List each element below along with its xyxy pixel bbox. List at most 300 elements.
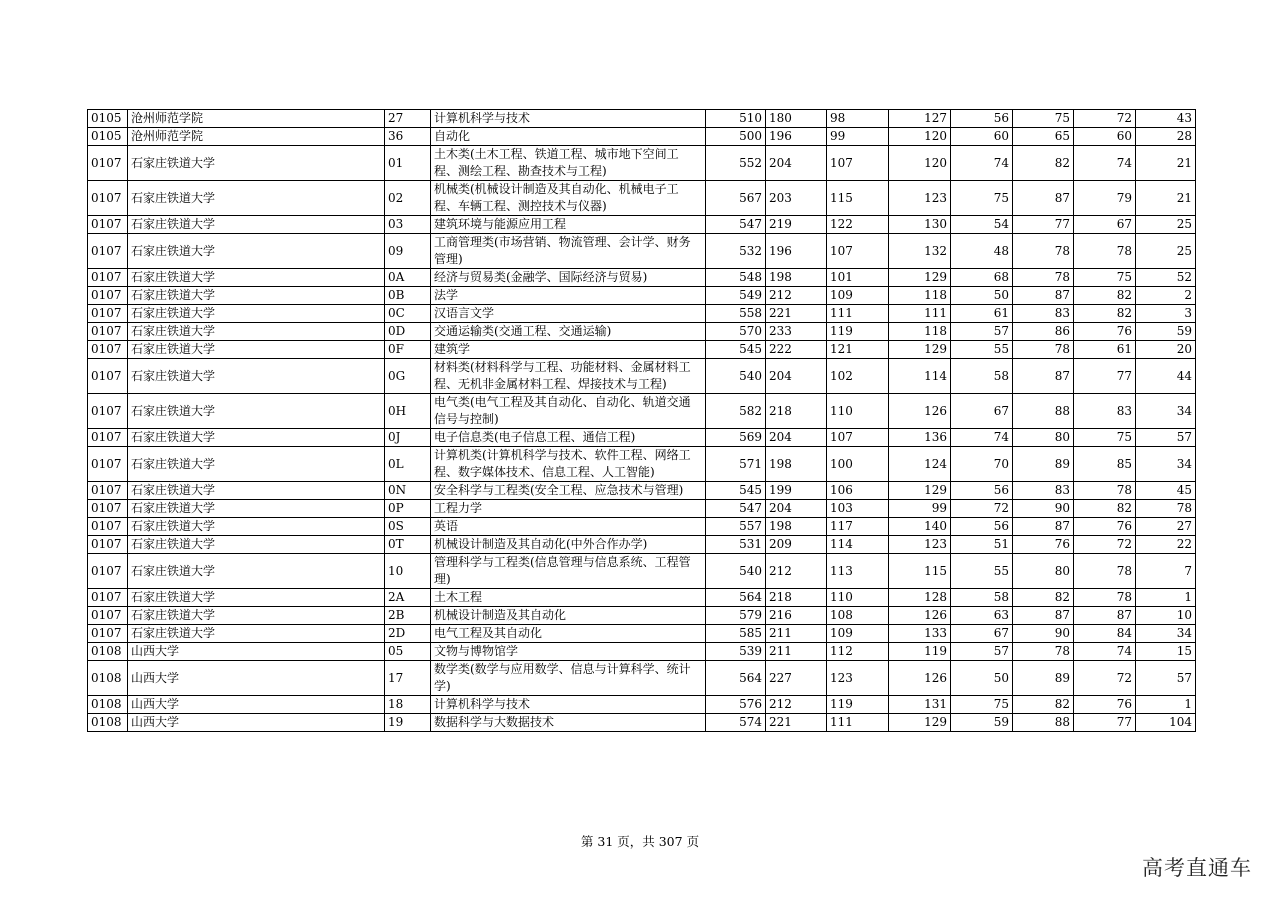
table-row [88,482,1196,500]
score-cell-6: 67 [1074,216,1136,234]
total-score-cell: 532 [706,234,766,269]
school-name-cell: 石家庄铁道大学 [128,482,385,500]
score-cell-1: 219 [766,216,827,234]
major-name-cell: 计算机科学与技术 [431,696,706,714]
table-row [88,500,1196,518]
table-row [88,181,1196,216]
total-score-cell: 574 [706,714,766,732]
table-row [88,589,1196,607]
major-code-cell: 0T [385,536,431,554]
score-cell-2: 99 [827,128,889,146]
score-cell-3: 123 [889,536,951,554]
score-cell-4: 51 [951,536,1013,554]
school-code-cell: 0107 [88,625,128,643]
score-cell-3: 126 [889,661,951,696]
total-score-cell: 545 [706,341,766,359]
score-cell-7: 3 [1136,305,1196,323]
table-row [88,625,1196,643]
score-cell-5: 76 [1013,536,1074,554]
school-code-cell: 0108 [88,696,128,714]
score-cell-1: 221 [766,714,827,732]
score-cell-4: 68 [951,269,1013,287]
school-code-cell: 0107 [88,269,128,287]
total-score-cell: 557 [706,518,766,536]
score-cell-1: 198 [766,269,827,287]
score-cell-5: 77 [1013,216,1074,234]
score-cell-5: 87 [1013,518,1074,536]
score-cell-1: 222 [766,341,827,359]
score-cell-6: 75 [1074,269,1136,287]
total-score-cell: 510 [706,110,766,128]
school-name-cell: 石家庄铁道大学 [128,146,385,181]
score-cell-7: 2 [1136,287,1196,305]
score-cell-4: 54 [951,216,1013,234]
score-cell-2: 111 [827,305,889,323]
score-cell-3: 99 [889,500,951,518]
score-cell-7: 52 [1136,269,1196,287]
score-cell-1: 198 [766,447,827,482]
table-row [88,341,1196,359]
school-name-cell: 石家庄铁道大学 [128,269,385,287]
score-cell-6: 77 [1074,714,1136,732]
score-cell-5: 86 [1013,323,1074,341]
table-row [88,394,1196,429]
score-cell-6: 78 [1074,234,1136,269]
major-code-cell: 2A [385,589,431,607]
score-cell-2: 111 [827,714,889,732]
score-cell-6: 83 [1074,394,1136,429]
major-code-cell: 09 [385,234,431,269]
score-cell-3: 130 [889,216,951,234]
score-cell-2: 114 [827,536,889,554]
score-cell-2: 117 [827,518,889,536]
score-cell-2: 102 [827,359,889,394]
total-score-cell: 549 [706,287,766,305]
school-code-cell: 0107 [88,554,128,589]
major-code-cell: 0J [385,429,431,447]
score-cell-7: 104 [1136,714,1196,732]
score-cell-3: 129 [889,482,951,500]
score-cell-6: 76 [1074,323,1136,341]
total-score-cell: 564 [706,661,766,696]
score-cell-6: 78 [1074,554,1136,589]
major-code-cell: 0L [385,447,431,482]
score-cell-7: 34 [1136,394,1196,429]
school-name-cell: 石家庄铁道大学 [128,500,385,518]
score-cell-6: 85 [1074,447,1136,482]
score-cell-5: 78 [1013,643,1074,661]
score-cell-5: 88 [1013,394,1074,429]
major-name-cell: 经济与贸易类(金融学、国际经济与贸易) [431,269,706,287]
score-cell-2: 103 [827,500,889,518]
score-cell-5: 78 [1013,234,1074,269]
major-name-cell: 建筑学 [431,341,706,359]
table-row [88,323,1196,341]
school-name-cell: 石家庄铁道大学 [128,341,385,359]
score-cell-1: 198 [766,518,827,536]
major-code-cell: 19 [385,714,431,732]
table-row [88,554,1196,589]
score-cell-1: 212 [766,696,827,714]
score-cell-2: 106 [827,482,889,500]
score-cell-5: 90 [1013,500,1074,518]
major-code-cell: 01 [385,146,431,181]
total-score-cell: 500 [706,128,766,146]
score-cell-3: 118 [889,287,951,305]
score-cell-3: 127 [889,110,951,128]
score-cell-1: 196 [766,234,827,269]
table-row [88,110,1196,128]
major-code-cell: 0C [385,305,431,323]
school-name-cell: 石家庄铁道大学 [128,607,385,625]
score-cell-4: 57 [951,643,1013,661]
school-name-cell: 石家庄铁道大学 [128,447,385,482]
table-row [88,216,1196,234]
major-code-cell: 18 [385,696,431,714]
total-score-cell: 547 [706,216,766,234]
score-cell-7: 1 [1136,696,1196,714]
major-name-cell: 土木工程 [431,589,706,607]
table-row [88,714,1196,732]
score-cell-7: 57 [1136,429,1196,447]
score-cell-6: 74 [1074,146,1136,181]
table-row [88,234,1196,269]
school-name-cell: 石家庄铁道大学 [128,323,385,341]
score-cell-6: 72 [1074,536,1136,554]
score-cell-7: 59 [1136,323,1196,341]
total-score-cell: 540 [706,359,766,394]
score-cell-4: 60 [951,128,1013,146]
school-name-cell: 山西大学 [128,714,385,732]
school-name-cell: 石家庄铁道大学 [128,554,385,589]
school-name-cell: 石家庄铁道大学 [128,305,385,323]
score-cell-7: 78 [1136,500,1196,518]
school-name-cell: 山西大学 [128,661,385,696]
score-cell-4: 67 [951,625,1013,643]
school-name-cell: 沧州师范学院 [128,110,385,128]
score-cell-5: 90 [1013,625,1074,643]
school-name-cell: 山西大学 [128,696,385,714]
school-code-cell: 0105 [88,110,128,128]
score-cell-6: 78 [1074,589,1136,607]
score-cell-1: 218 [766,589,827,607]
school-name-cell: 石家庄铁道大学 [128,518,385,536]
score-cell-7: 34 [1136,625,1196,643]
page-number-footer: 第 31 页，共 307 页 [580,834,700,849]
score-cell-3: 126 [889,394,951,429]
score-cell-2: 121 [827,341,889,359]
score-cell-3: 131 [889,696,951,714]
score-cell-2: 122 [827,216,889,234]
score-cell-4: 56 [951,482,1013,500]
school-code-cell: 0107 [88,234,128,269]
major-name-cell: 建筑环境与能源应用工程 [431,216,706,234]
total-score-cell: 547 [706,500,766,518]
score-cell-6: 77 [1074,359,1136,394]
score-cell-4: 56 [951,110,1013,128]
score-table-body [88,110,1196,732]
score-cell-6: 61 [1074,341,1136,359]
school-code-cell: 0108 [88,661,128,696]
score-cell-4: 58 [951,589,1013,607]
table-row [88,429,1196,447]
total-score-cell: 545 [706,482,766,500]
school-code-cell: 0107 [88,500,128,518]
score-cell-3: 111 [889,305,951,323]
major-code-cell: 0S [385,518,431,536]
total-score-cell: 569 [706,429,766,447]
score-cell-5: 78 [1013,341,1074,359]
score-cell-5: 82 [1013,146,1074,181]
score-cell-4: 61 [951,305,1013,323]
score-cell-2: 107 [827,146,889,181]
score-cell-5: 82 [1013,696,1074,714]
score-cell-2: 110 [827,394,889,429]
score-cell-1: 227 [766,661,827,696]
score-cell-5: 75 [1013,110,1074,128]
major-name-cell: 交通运输类(交通工程、交通运输) [431,323,706,341]
school-name-cell: 石家庄铁道大学 [128,589,385,607]
score-cell-4: 74 [951,146,1013,181]
score-cell-4: 59 [951,714,1013,732]
score-cell-7: 45 [1136,482,1196,500]
score-cell-1: 204 [766,359,827,394]
score-cell-4: 72 [951,500,1013,518]
score-cell-7: 21 [1136,181,1196,216]
score-cell-1: 216 [766,607,827,625]
major-name-cell: 工商管理类(市场营销、物流管理、会计学、财务管理) [431,234,706,269]
score-cell-1: 204 [766,429,827,447]
table-row [88,661,1196,696]
score-cell-6: 79 [1074,181,1136,216]
table-row [88,696,1196,714]
major-code-cell: 0H [385,394,431,429]
score-cell-4: 57 [951,323,1013,341]
score-cell-4: 63 [951,607,1013,625]
score-cell-2: 107 [827,429,889,447]
score-cell-4: 55 [951,554,1013,589]
score-cell-2: 100 [827,447,889,482]
total-score-cell: 571 [706,447,766,482]
score-cell-6: 84 [1074,625,1136,643]
score-cell-6: 82 [1074,500,1136,518]
score-cell-4: 56 [951,518,1013,536]
total-score-cell: 531 [706,536,766,554]
school-code-cell: 0107 [88,359,128,394]
score-cell-7: 27 [1136,518,1196,536]
score-cell-4: 67 [951,394,1013,429]
score-cell-5: 87 [1013,181,1074,216]
school-name-cell: 石家庄铁道大学 [128,234,385,269]
score-cell-3: 129 [889,714,951,732]
total-score-cell: 576 [706,696,766,714]
major-name-cell: 机械设计制造及其自动化 [431,607,706,625]
total-score-cell: 582 [706,394,766,429]
total-score-cell: 558 [706,305,766,323]
score-cell-7: 44 [1136,359,1196,394]
score-cell-1: 221 [766,305,827,323]
score-cell-4: 58 [951,359,1013,394]
score-cell-1: 180 [766,110,827,128]
major-code-cell: 0F [385,341,431,359]
school-name-cell: 石家庄铁道大学 [128,181,385,216]
school-code-cell: 0107 [88,429,128,447]
table-row [88,518,1196,536]
major-code-cell: 02 [385,181,431,216]
school-code-cell: 0107 [88,589,128,607]
score-cell-2: 119 [827,323,889,341]
school-name-cell: 山西大学 [128,643,385,661]
major-code-cell: 17 [385,661,431,696]
score-cell-4: 75 [951,696,1013,714]
score-cell-2: 108 [827,607,889,625]
score-cell-7: 34 [1136,447,1196,482]
major-code-cell: 0P [385,500,431,518]
score-cell-7: 57 [1136,661,1196,696]
score-cell-2: 109 [827,287,889,305]
major-code-cell: 05 [385,643,431,661]
major-name-cell: 数学类(数学与应用数学、信息与计算科学、统计学) [431,661,706,696]
score-cell-4: 74 [951,429,1013,447]
major-code-cell: 0G [385,359,431,394]
school-code-cell: 0108 [88,643,128,661]
score-cell-4: 48 [951,234,1013,269]
score-cell-7: 22 [1136,536,1196,554]
score-table [87,109,1196,732]
score-cell-3: 136 [889,429,951,447]
school-name-cell: 石家庄铁道大学 [128,625,385,643]
score-cell-6: 76 [1074,696,1136,714]
major-code-cell: 10 [385,554,431,589]
school-code-cell: 0107 [88,482,128,500]
major-name-cell: 文物与博物馆学 [431,643,706,661]
school-name-cell: 石家庄铁道大学 [128,359,385,394]
school-code-cell: 0107 [88,536,128,554]
school-code-cell: 0107 [88,607,128,625]
school-code-cell: 0107 [88,216,128,234]
major-code-cell: 27 [385,110,431,128]
major-name-cell: 电子信息类(电子信息工程、通信工程) [431,429,706,447]
table-row [88,447,1196,482]
total-score-cell: 540 [706,554,766,589]
school-code-cell: 0107 [88,341,128,359]
table-row [88,643,1196,661]
score-cell-1: 212 [766,287,827,305]
score-cell-7: 43 [1136,110,1196,128]
score-cell-1: 212 [766,554,827,589]
score-cell-5: 65 [1013,128,1074,146]
school-code-cell: 0107 [88,447,128,482]
score-cell-1: 199 [766,482,827,500]
score-cell-6: 72 [1074,661,1136,696]
score-cell-5: 80 [1013,429,1074,447]
score-cell-5: 78 [1013,269,1074,287]
score-cell-5: 89 [1013,447,1074,482]
major-name-cell: 法学 [431,287,706,305]
major-name-cell: 电气类(电气工程及其自动化、自动化、轨道交通信号与控制) [431,394,706,429]
score-cell-3: 124 [889,447,951,482]
major-name-cell: 机械类(机械设计制造及其自动化、机械电子工程、车辆工程、测控技术与仪器) [431,181,706,216]
table-row [88,305,1196,323]
table-row [88,287,1196,305]
score-cell-6: 72 [1074,110,1136,128]
major-name-cell: 安全科学与工程类(安全工程、应急技术与管理) [431,482,706,500]
score-cell-7: 25 [1136,216,1196,234]
major-code-cell: 36 [385,128,431,146]
score-cell-6: 78 [1074,482,1136,500]
major-name-cell: 计算机类(计算机科学与技术、软件工程、网络工程、数字媒体技术、信息工程、人工智能) [431,447,706,482]
school-code-cell: 0107 [88,518,128,536]
school-name-cell: 石家庄铁道大学 [128,536,385,554]
score-cell-2: 109 [827,625,889,643]
score-cell-2: 119 [827,696,889,714]
major-name-cell: 管理科学与工程类(信息管理与信息系统、工程管理) [431,554,706,589]
total-score-cell: 585 [706,625,766,643]
watermark-logo-text: 高考直通车 [1142,856,1252,880]
school-code-cell: 0107 [88,394,128,429]
major-name-cell: 自动化 [431,128,706,146]
score-cell-2: 110 [827,589,889,607]
major-code-cell: 0A [385,269,431,287]
score-cell-3: 115 [889,554,951,589]
score-cell-7: 10 [1136,607,1196,625]
score-cell-3: 133 [889,625,951,643]
score-cell-6: 82 [1074,287,1136,305]
major-name-cell: 英语 [431,518,706,536]
major-name-cell: 土木类(土木工程、铁道工程、城市地下空间工程、测绘工程、勘查技术与工程) [431,146,706,181]
major-code-cell: 0D [385,323,431,341]
total-score-cell: 570 [706,323,766,341]
score-cell-4: 50 [951,287,1013,305]
score-cell-5: 87 [1013,287,1074,305]
score-cell-3: 129 [889,269,951,287]
major-name-cell: 电气工程及其自动化 [431,625,706,643]
score-cell-4: 55 [951,341,1013,359]
major-name-cell: 材料类(材料科学与工程、功能材料、金属材料工程、无机非金属材料工程、焊接技术与工程) [431,359,706,394]
score-cell-1: 196 [766,128,827,146]
total-score-cell: 564 [706,589,766,607]
score-cell-1: 204 [766,146,827,181]
school-name-cell: 石家庄铁道大学 [128,216,385,234]
school-code-cell: 0107 [88,305,128,323]
score-cell-6: 76 [1074,518,1136,536]
score-cell-4: 50 [951,661,1013,696]
school-code-cell: 0105 [88,128,128,146]
total-score-cell: 539 [706,643,766,661]
score-cell-1: 203 [766,181,827,216]
total-score-cell: 567 [706,181,766,216]
major-code-cell: 2B [385,607,431,625]
score-cell-5: 87 [1013,359,1074,394]
score-cell-1: 211 [766,625,827,643]
table-row [88,269,1196,287]
school-code-cell: 0108 [88,714,128,732]
score-cell-3: 120 [889,128,951,146]
major-name-cell: 工程力学 [431,500,706,518]
score-cell-3: 114 [889,359,951,394]
score-cell-1: 209 [766,536,827,554]
total-score-cell: 552 [706,146,766,181]
table-row [88,607,1196,625]
major-name-cell: 计算机科学与技术 [431,110,706,128]
score-cell-2: 123 [827,661,889,696]
score-cell-5: 80 [1013,554,1074,589]
score-cell-3: 126 [889,607,951,625]
table-row [88,536,1196,554]
score-cell-5: 89 [1013,661,1074,696]
major-code-cell: 0N [385,482,431,500]
school-name-cell: 沧州师范学院 [128,128,385,146]
